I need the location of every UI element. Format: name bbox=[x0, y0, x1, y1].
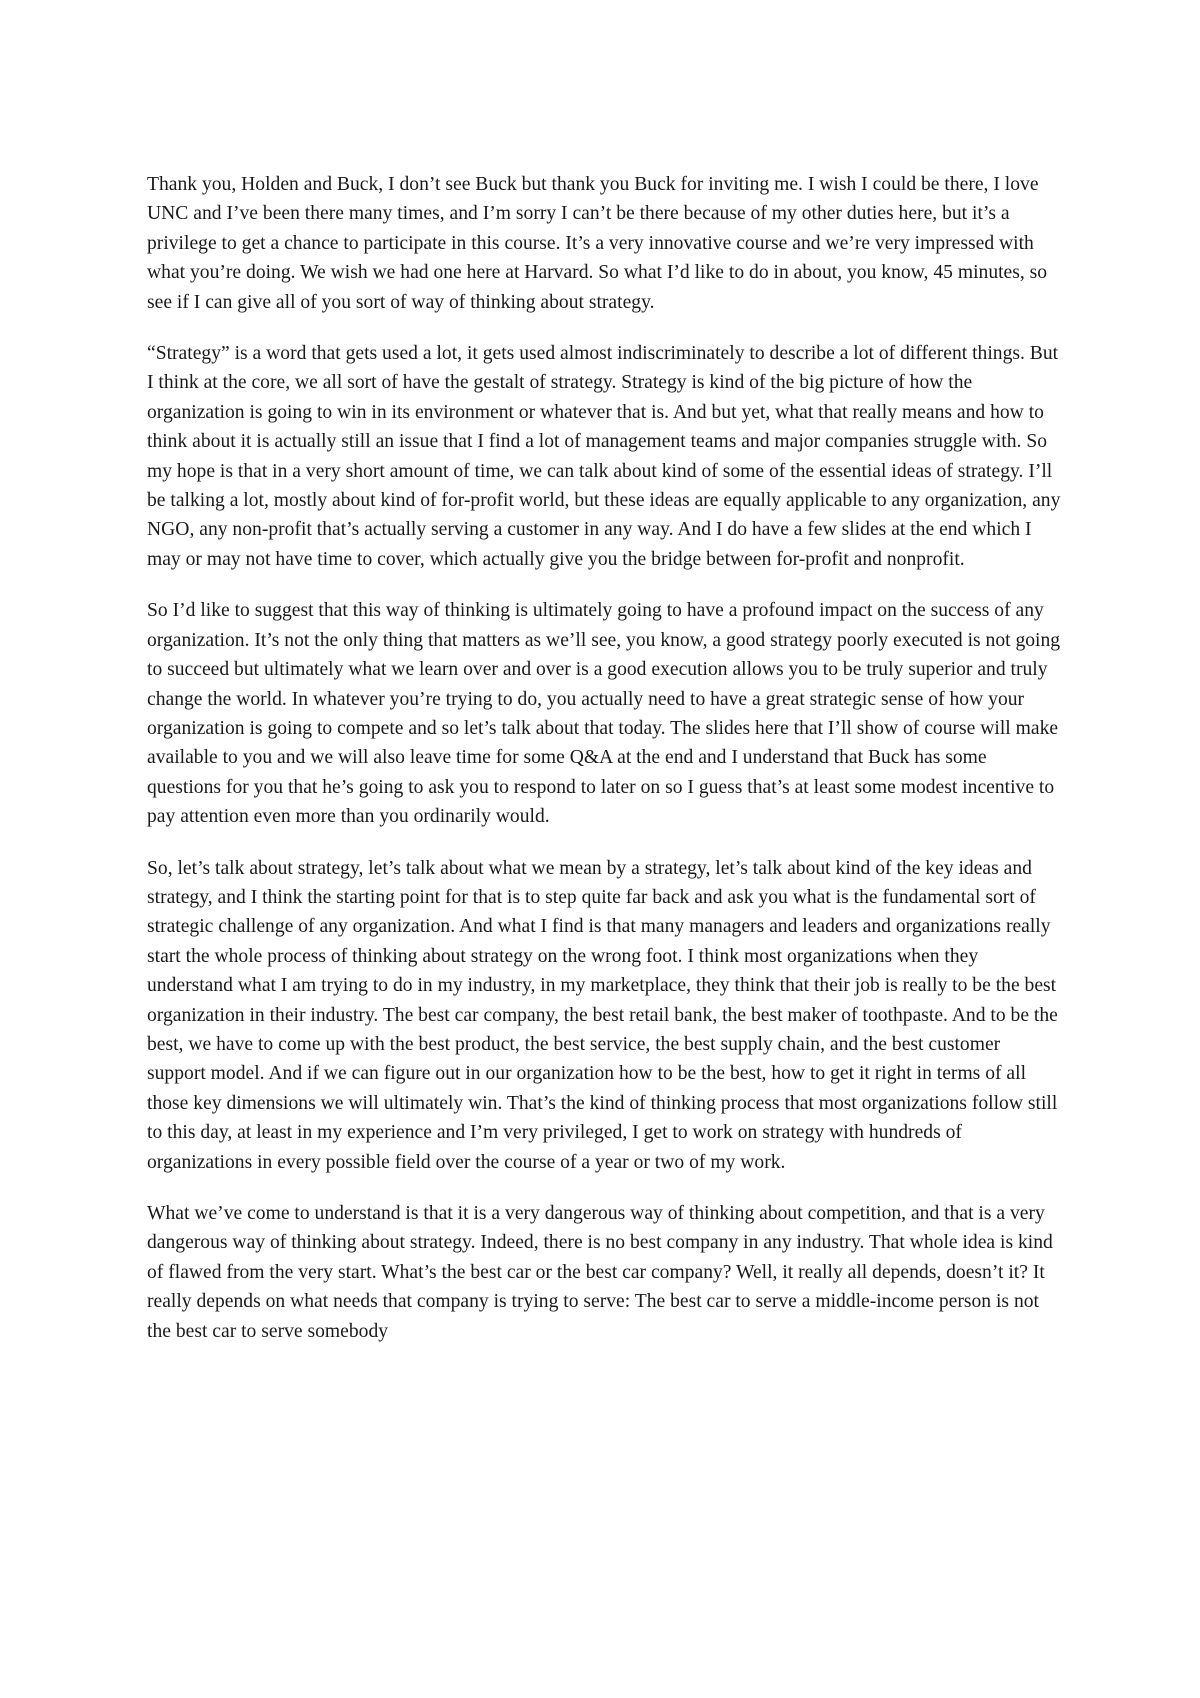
paragraph-2: “Strategy” is a word that gets used a lot, it gets used almost indiscriminately to describe a lot of different things. But I think at the core, we all sort of have the gestalt of strategy. Strategy is kind of the big picture of how the organization is going to win in its environment or whatever that is. And but yet, what that really means and how to think about it is actually still an issue that I find a lot of management teams and major companies struggle with. So my hope is that in a very short amount of time, we can talk about kind of some of the essential ideas of strategy. I’ll be talking a lot, mostly about kind of for-profit world, but these ideas are equally applicable to any organization, any NGO, any non-profit that’s actually serving a customer in any way. And I do have a few slides at the end which I may or may not have time to cover, which actually give you the bridge between for-profit and nonprofit. bbox=[147, 343, 1061, 570]
paragraph-5: What we’ve come to understand is that it is a very dangerous way of thinking about competition, and that is a very dangerous way of thinking about strategy. Indeed, there is no best company in any industry. That whole idea is kind of flawed from the very start. What’s the best car or the best car company? Well, it really all depends, doesn’t it? It really depends on what needs that company is trying to serve: The best car to serve a middle-income person is not the best car to serve somebody bbox=[147, 1203, 1053, 1342]
document-body bbox=[147, 170, 1063, 1368]
paragraph-1: Thank you, Holden and Buck, I don’t see Buck but thank you Buck for inviting me. I wish I could be there, I love UNC and I’ve been there many times, and I’m sorry I can’t be there because of my other duties here, but it’s a privilege to get a chance to participate in this course. It’s a very innovative course and we’re very impressed with what you’re doing. We wish we had one here at Harvard. So what I’d like to do in about, you know, 45 minutes, so see if I can give all of you sort of way of thinking about strategy. bbox=[147, 174, 1048, 313]
paragraph-4: So, let’s talk about strategy, let’s talk about what we mean by a strategy, let’s talk about kind of the key ideas and strategy, and I think the starting point for that is to step quite far back and ask you what is the fundamental sort of strategic challenge of any organization. And what I find is that many managers and leaders and organizations really start the whole process of thinking about strategy on the wrong foot. I think most organizations when they understand what I am trying to do in my industry, in my marketplace, they think that their job is really to be the best organization in their industry. The best car company, the best retail bank, the best maker of toothpaste. And to be the best, we have to come up with the best product, the best service, the best supply chain, and the best customer support model. And if we can figure out in our organization how to be the best, how to get it right in terms of all those key dimensions we will ultimately win. That’s the kind of thinking process that most organizations follow still to this day, at least in my experience and I’m very privileged, I get to work on strategy with hundreds of organizations in every possible field over the course of a year or two of my work. bbox=[147, 857, 1058, 1173]
paragraph-3: So I’d like to suggest that this way of thinking is ultimately going to have a profound impact on the success of any organization. It’s not the only thing that matters as we’ll see, you know, a good strategy poorly executed is not going to succeed but ultimately what we learn over and over is a good execution allows you to be truly superior and truly change the world. In whatever you’re trying to do, you actually need to have a great strategic sense of how your organization is going to compete and so let’s talk about that today. The slides here that I’ll show of course will make available to you and we will also leave time for some Q&A at the end and I understand that Buck has some questions for you that he’s going to ask you to respond to later on so I guess that’s at least some modest incentive to pay attention even more than you ordinarily would. bbox=[147, 600, 1061, 828]
